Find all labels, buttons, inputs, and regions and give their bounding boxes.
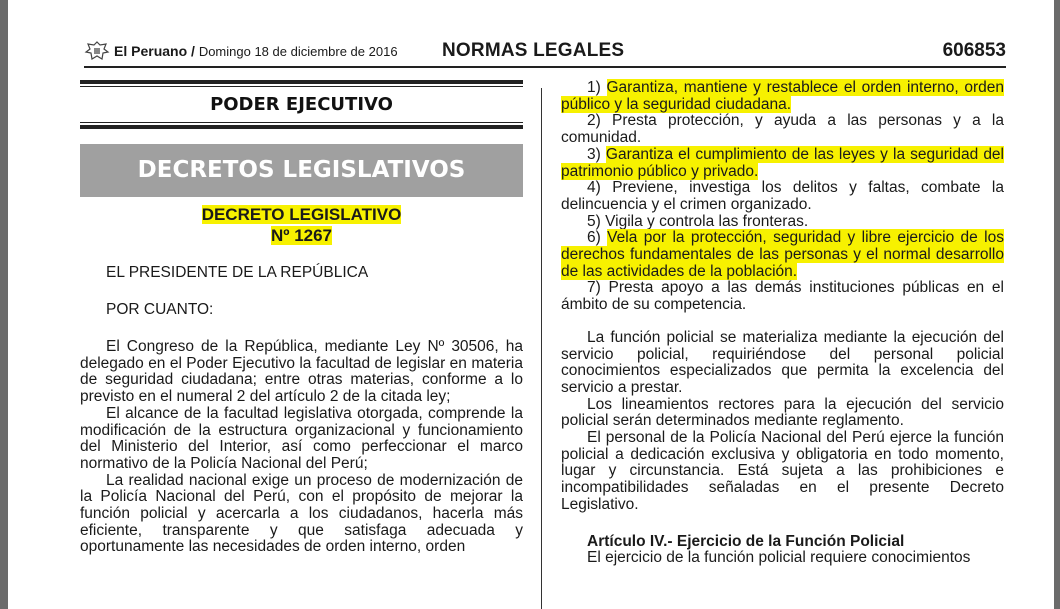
item-6-number: 6): [587, 229, 601, 247]
right-paragraph-2: Los lineamientos rectores para la ejecución del servicio policial serán determinados mediante reglamento.: [561, 395, 1004, 430]
list-item-1: [561, 80, 1004, 113]
page-header: [84, 40, 1006, 66]
left-paragraph-2: El alcance de la facultad legislativa otorgada, comprende la modificación de la estructura organizacional y funcionamiento del Ministerio del Interior, así como perfeccionar el marco normativo de la Policía Nacional del Perú;: [80, 404, 523, 472]
left-body: [80, 339, 523, 556]
list-item-4: 4) Previene, investiga los delitos y faltas, combate la delincuencia y el crimen organizado.: [561, 179, 1004, 213]
list-item-7: 7) Presta apoyo a las demás instituciones públicas en el ámbito de su competencia.: [561, 279, 1004, 314]
poder-ejecutivo-heading: PODER EJECUTIVO: [210, 94, 393, 115]
por-cuanto-line: POR CUANTO:: [106, 301, 214, 318]
item-1-text: Garantiza, mantiene y restablece el orden interno, orden público y la seguridad ciudadana.: [561, 79, 1004, 113]
coat-of-arms-icon: [84, 40, 110, 62]
item-3-number: 3): [587, 145, 601, 163]
paragraph-spacer-2: [561, 514, 1004, 534]
decretos-legislativos-banner: DECRETOS LEGISLATIVOS: [80, 144, 523, 197]
right-body: [561, 80, 1004, 567]
section-title: NORMAS LEGALES: [442, 40, 625, 61]
list-item-6: [561, 230, 1004, 280]
item-3-text: Garantiza el cumplimiento de las leyes y la seguridad del patrimonio público y privado.: [561, 145, 1004, 180]
decreto-title-line1: DECRETO LEGISLATIVO: [201, 205, 402, 224]
decreto-number: Nº 1267: [270, 226, 333, 245]
header-brand: [114, 43, 398, 59]
article-iv-heading: Artículo IV.- Ejercicio de la Función Policial: [587, 532, 905, 550]
decreto-title: [80, 204, 523, 246]
brand-name: El Peruano: [114, 43, 188, 59]
list-item-5: 5) Vigila y controla las fronteras.: [587, 212, 809, 230]
list-item-3: [561, 147, 1004, 180]
poder-top-rule: [80, 80, 523, 84]
header-rule: [84, 66, 1006, 68]
issue-date: Domingo 18 de diciembre de 2016: [198, 44, 398, 59]
poder-bottom-rule: [80, 125, 523, 129]
brand-separator: /: [191, 43, 195, 59]
list-item-2: 2) Presta protección, y ayuda a las personas y a la comunidad.: [561, 112, 1004, 147]
left-paragraph-1: El Congreso de la República, mediante Ley Nº 30506, ha delegado en el Poder Ejecutivo la facultad de legislar en materia de seguridad ciudadana; entre otras materias, conforme a lo previsto en el numeral 2 del artículo 2 de la citada ley;: [80, 338, 523, 406]
column-divider: [541, 88, 542, 609]
left-paragraph-3: La realidad nacional exige un proceso de modernización de la Policía Nacional del Perú, con el propósito de mejorar la función policial y acercarla a los ciudadanos, hacerla más eficiente, transparente y que satisfaga adecuada y oportunamente las necesidades de orden interno, orden: [80, 471, 523, 556]
right-paragraph-3: El personal de la Policía Nacional del Perú ejerce la función policial a dedicación exclusiva y obligatoria en todo momento, lugar y circunstancia. Está sujeta a las prohibiciones e incompatibilidades señaladas en el presente Decreto Legislativo.: [561, 429, 1004, 513]
item-1-number: 1): [587, 79, 601, 96]
viewer-left-edge: [0, 0, 8, 609]
poder-bottom-thin-rule: [80, 122, 523, 123]
right-paragraph-1: La función policial se materializa mediante la ejecución del servicio policial, requiriéndose del personal policial conocimientos especializados que permita la excelencia del servicio a prestar.: [561, 328, 1004, 396]
poder-top-thin-rule: [80, 86, 523, 87]
paragraph-spacer: [561, 314, 1004, 330]
article-iv-text: El ejercicio de la función policial requiere conocimientos: [587, 549, 971, 567]
item-6-text: Vela por la protección, seguridad y libre ejercicio de los derechos fundamentales de las personas y el normal desarrollo de las actividades de la población.: [561, 229, 1004, 280]
viewer-right-edge: [1054, 0, 1060, 609]
page-number: 606853: [942, 40, 1006, 61]
presidente-line: EL PRESIDENTE DE LA REPÚBLICA: [106, 264, 369, 281]
